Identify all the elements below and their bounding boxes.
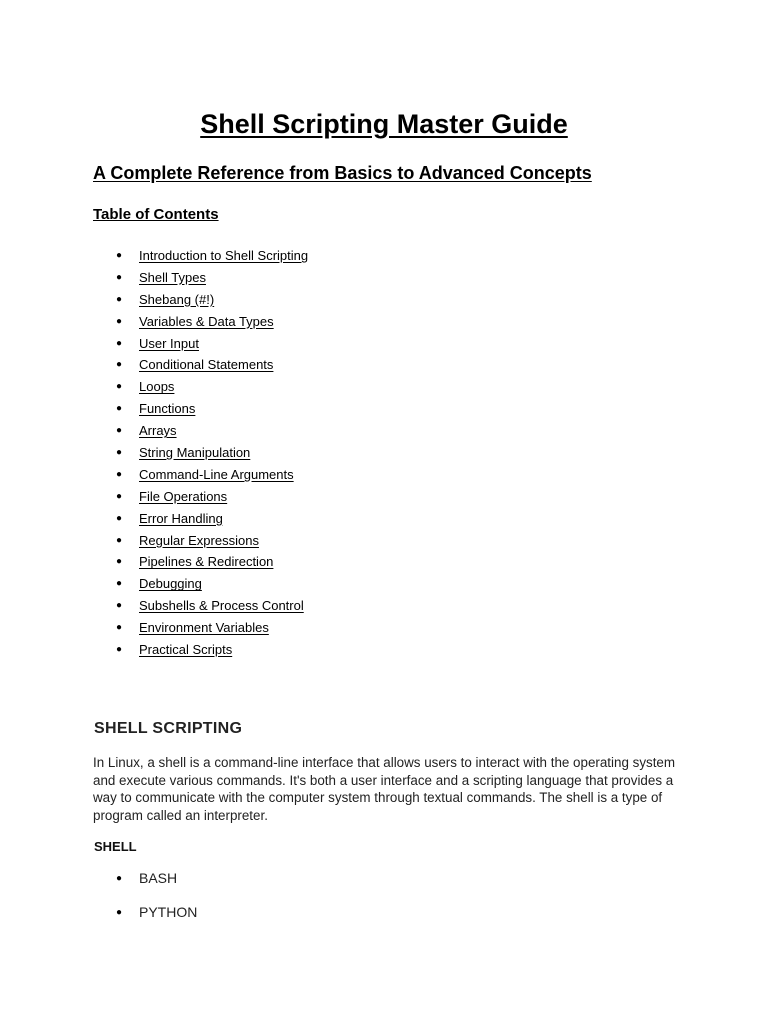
toc-link[interactable]: Environment Variables <box>139 620 269 636</box>
shell-item-label: PYTHON <box>139 904 198 920</box>
shell-item-label: BASH <box>139 870 178 886</box>
bullet-icon: ● <box>116 381 123 393</box>
bullet-icon: ● <box>116 468 123 480</box>
document-title: Shell Scripting Master Guide <box>200 109 568 139</box>
bullet-icon: ● <box>116 403 123 415</box>
toc-link[interactable]: Error Handling <box>139 510 223 526</box>
toc-link[interactable]: User Input <box>139 335 199 351</box>
document-subtitle: A Complete Reference from Basics to Advanced Concepts <box>93 163 592 183</box>
bullet-icon: ● <box>116 512 123 524</box>
bullet-icon: ● <box>116 490 123 502</box>
bullet-icon: ● <box>116 425 123 437</box>
bullet-icon: ● <box>116 873 123 884</box>
toc-link[interactable]: Debugging <box>139 576 202 592</box>
bullet-icon: ● <box>116 337 123 349</box>
shell-sub-heading: SHELL <box>94 839 137 854</box>
toc-link[interactable]: Shebang (#!) <box>139 291 215 307</box>
toc-link[interactable]: Subshells & Process Control <box>139 598 304 614</box>
bullet-icon: ● <box>116 359 123 371</box>
toc-link[interactable]: Regular Expressions <box>139 532 259 548</box>
bullet-icon: ● <box>116 622 123 634</box>
toc-link[interactable]: File Operations <box>139 488 228 504</box>
toc-link[interactable]: Functions <box>139 401 196 417</box>
bullet-icon: ● <box>116 556 123 568</box>
toc-link[interactable]: Practical Scripts <box>139 642 233 658</box>
toc-link[interactable]: Conditional Statements <box>139 357 274 373</box>
toc-link[interactable]: Arrays <box>139 423 177 439</box>
toc-link[interactable]: Command-Line Arguments <box>139 466 294 482</box>
bullet-icon: ● <box>116 907 123 918</box>
bullet-icon: ● <box>116 293 123 305</box>
bullet-icon: ● <box>116 534 123 546</box>
bullet-icon: ● <box>116 315 123 327</box>
section-paragraph: In Linux, a shell is a command-line interface that allows users to interact with the operating system and execute various commands. It's both a user interface and a scripting language that provides a way to communicate with the computer system through textual commands. The shell is a type of program called an interpreter. <box>93 755 676 823</box>
bullet-icon: ● <box>116 271 123 283</box>
toc-link[interactable]: Introduction to Shell Scripting <box>139 248 309 263</box>
bullet-icon: ● <box>116 447 123 459</box>
toc-link[interactable]: Shell Types <box>139 269 206 285</box>
bullet-icon: ● <box>116 600 123 612</box>
toc-link[interactable]: Loops <box>139 379 175 395</box>
section-heading: SHELL SCRIPTING <box>94 720 243 737</box>
toc-link[interactable]: Variables & Data Types <box>139 313 274 329</box>
bullet-icon: ● <box>116 644 123 656</box>
bullet-icon: ● <box>116 578 123 590</box>
toc-heading: Table of Contents <box>93 206 219 223</box>
toc-link[interactable]: Pipelines & Redirection <box>139 554 274 570</box>
bullet-icon: ● <box>116 250 123 261</box>
toc-link[interactable]: String Manipulation <box>139 445 251 461</box>
